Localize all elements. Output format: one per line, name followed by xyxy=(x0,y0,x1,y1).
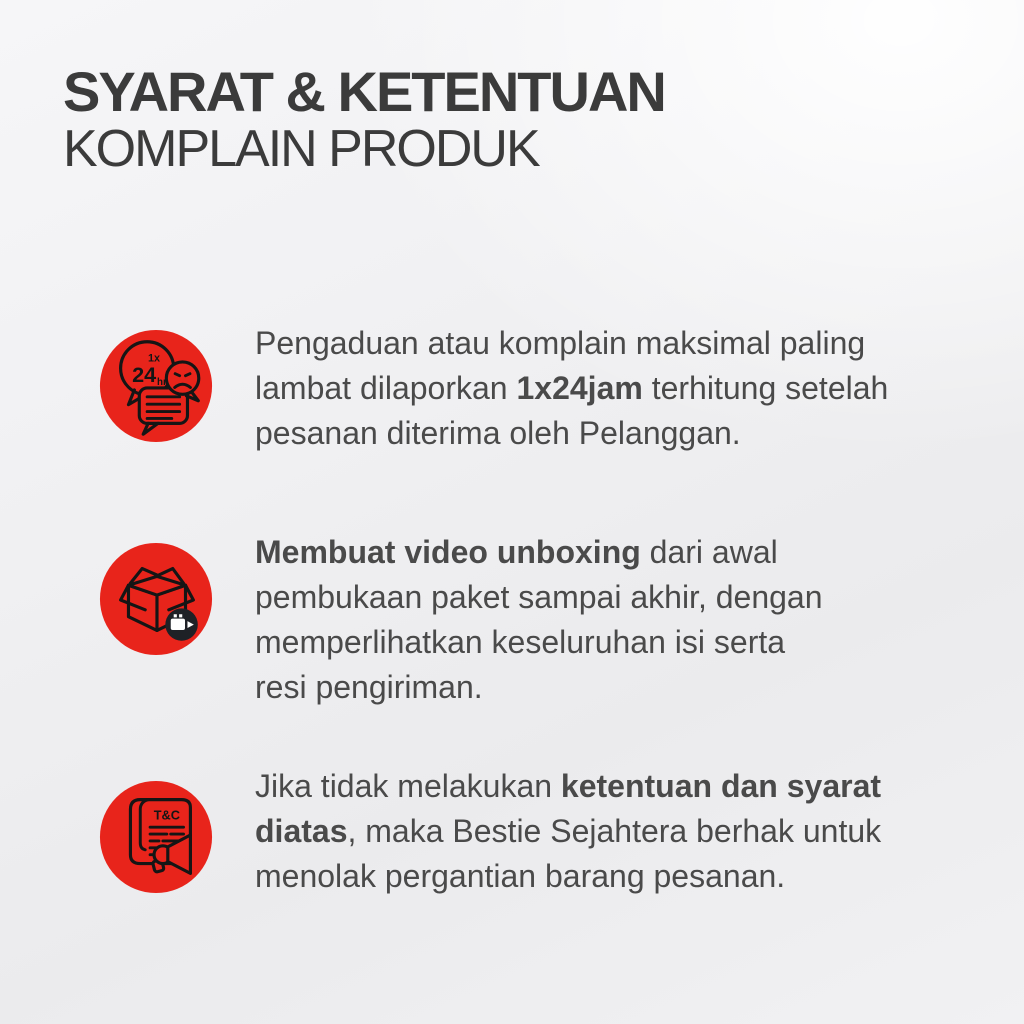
rule-text-3 xyxy=(255,764,975,899)
text-run: menolak pergantian barang pesanan. xyxy=(255,858,786,894)
complaint-24hr-icon xyxy=(97,327,215,445)
title-line-1: SYARAT & KETENTUAN xyxy=(63,60,665,123)
unboxing-video-icon xyxy=(97,540,215,658)
text-run: Jika tidak melakukan xyxy=(255,768,561,804)
text-run: , maka Bestie Sejahtera berhak untuk xyxy=(347,813,882,849)
text-run: memperlihatkan keseluruhan isi serta xyxy=(255,624,786,660)
rule-text-1 xyxy=(255,321,975,456)
text-run: pesanan diterima oleh Pelanggan. xyxy=(255,415,741,451)
title-line-2: KOMPLAIN PRODUK xyxy=(63,120,539,178)
terms-scroll-icon xyxy=(97,778,215,896)
text-run: lambat dilaporkan xyxy=(255,370,517,406)
rule-row-3 xyxy=(97,770,975,899)
text-run: Pengaduan atau komplain maksimal paling xyxy=(255,325,866,361)
text-run-bold: Membuat video unboxing xyxy=(255,534,641,570)
page-title xyxy=(63,62,665,176)
video-camera-badge xyxy=(165,608,197,640)
text-run: resi pengiriman. xyxy=(255,669,483,705)
text-run: dari awal xyxy=(640,534,778,570)
text-run-bold: 1x24jam xyxy=(516,370,643,406)
svg-text:hr: hr xyxy=(156,377,167,389)
svg-text:24: 24 xyxy=(132,362,157,388)
text-run-bold: diatas xyxy=(255,813,348,849)
rule-row-2 xyxy=(97,536,975,710)
svg-text:1x: 1x xyxy=(148,352,161,365)
rule-row-1 xyxy=(97,327,975,456)
rule-text-2 xyxy=(255,530,975,710)
text-run: pembukaan paket sampai akhir, dengan xyxy=(255,579,823,615)
text-run-bold: ketentuan dan syarat xyxy=(560,768,882,804)
text-run: terhitung setelah xyxy=(642,370,889,406)
svg-text:T&C: T&C xyxy=(153,807,180,823)
